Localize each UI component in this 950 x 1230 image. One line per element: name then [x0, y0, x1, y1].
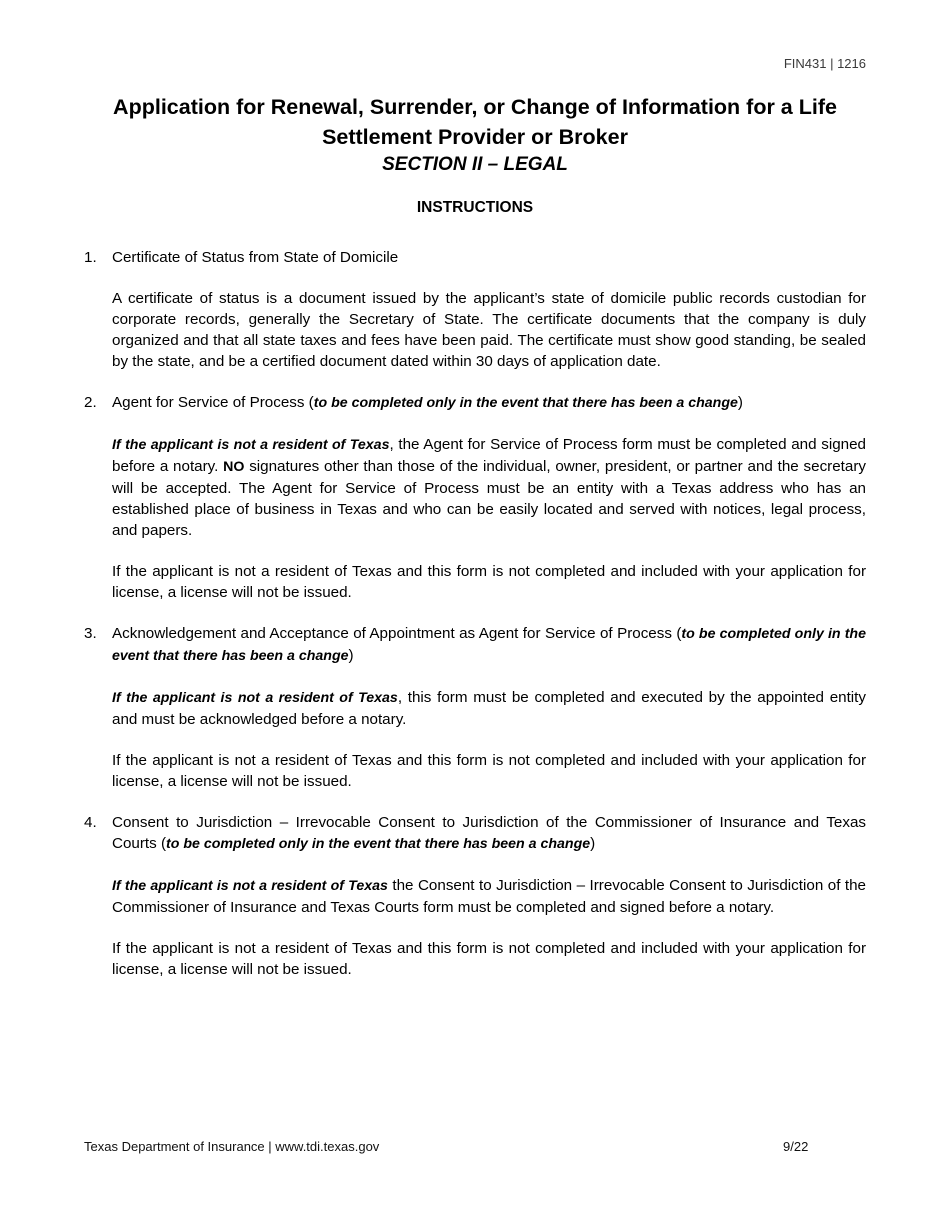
page-title: Application for Renewal, Surrender, or Change of Information for a Life Settlement Provider or Broker [113, 95, 837, 149]
item-paragraph: If the applicant is not a resident of Texas and this form is not completed and included with your application for license, a license will not be issued. [112, 752, 866, 790]
item-paragraph: If the applicant is not a resident of Texas, the Agent for Service of Process form must be completed and signed before a notary. NO signatures other than those of the individual, owner, president, or partner and the secretary will be accepted. The Agent for Service of Process must be an entity with a Texas address who has an established place of business in Texas and who can be easily located and served with notices, legal process, and papers. [112, 436, 866, 539]
section-title: SECTION II – LEGAL [382, 154, 568, 175]
instruction-item-2 [84, 392, 866, 603]
footer-organization: Texas Department of Insurance | www.tdi.texas.gov [84, 1139, 380, 1154]
item-number: 2. [84, 394, 97, 411]
item-paragraph: If the applicant is not a resident of Texas and this form is not completed and included with your application for license, a license will not be issued. [112, 563, 866, 601]
instruction-item-3 [84, 623, 866, 792]
instructions-list [84, 247, 866, 980]
item-heading: Consent to Jurisdiction – Irrevocable Consent to Jurisdiction of the Commissioner of Insurance and Texas Courts (to be completed only in the event that there has been a change) [112, 814, 866, 852]
item-paragraph: If the applicant is not a resident of Texas, this form must be completed and executed by the appointed entity and must be acknowledged before a notary. [112, 689, 866, 728]
item-paragraph: A certificate of status is a document issued by the applicant’s state of domicile public records custodian for corporate records, generally the Secretary of State. The certificate documents that the company is duly organized and that all state taxes and fees have been paid. The certificate must show good standing, be sealed by the state, and be a certified document dated within 30 days of application date. [112, 290, 866, 370]
item-number: 1. [84, 249, 97, 266]
form-id: FIN431 | 1216 [783, 56, 866, 71]
item-paragraph: If the applicant is not a resident of Texas the Consent to Jurisdiction – Irrevocable Consent to Jurisdiction of the Commissioner of Insurance and Texas Courts form must be completed and signed before a notary. [112, 877, 866, 916]
instruction-item-1 [84, 247, 866, 372]
page-number: 9/22 [783, 1139, 809, 1154]
item-heading: Agent for Service of Process (to be completed only in the event that there has been a change) [112, 394, 743, 411]
instruction-item-4 [84, 812, 866, 980]
item-heading: Acknowledgement and Acceptance of Appointment as Agent for Service of Process (to be completed only in the event that there has been a change) [112, 625, 866, 664]
item-number: 3. [84, 625, 97, 642]
item-heading: Certificate of Status from State of Domicile [112, 249, 399, 266]
instructions-heading: INSTRUCTIONS [416, 199, 534, 216]
item-number: 4. [84, 814, 97, 831]
item-paragraph: If the applicant is not a resident of Texas and this form is not completed and included with your application for license, a license will not be issued. [112, 940, 866, 978]
